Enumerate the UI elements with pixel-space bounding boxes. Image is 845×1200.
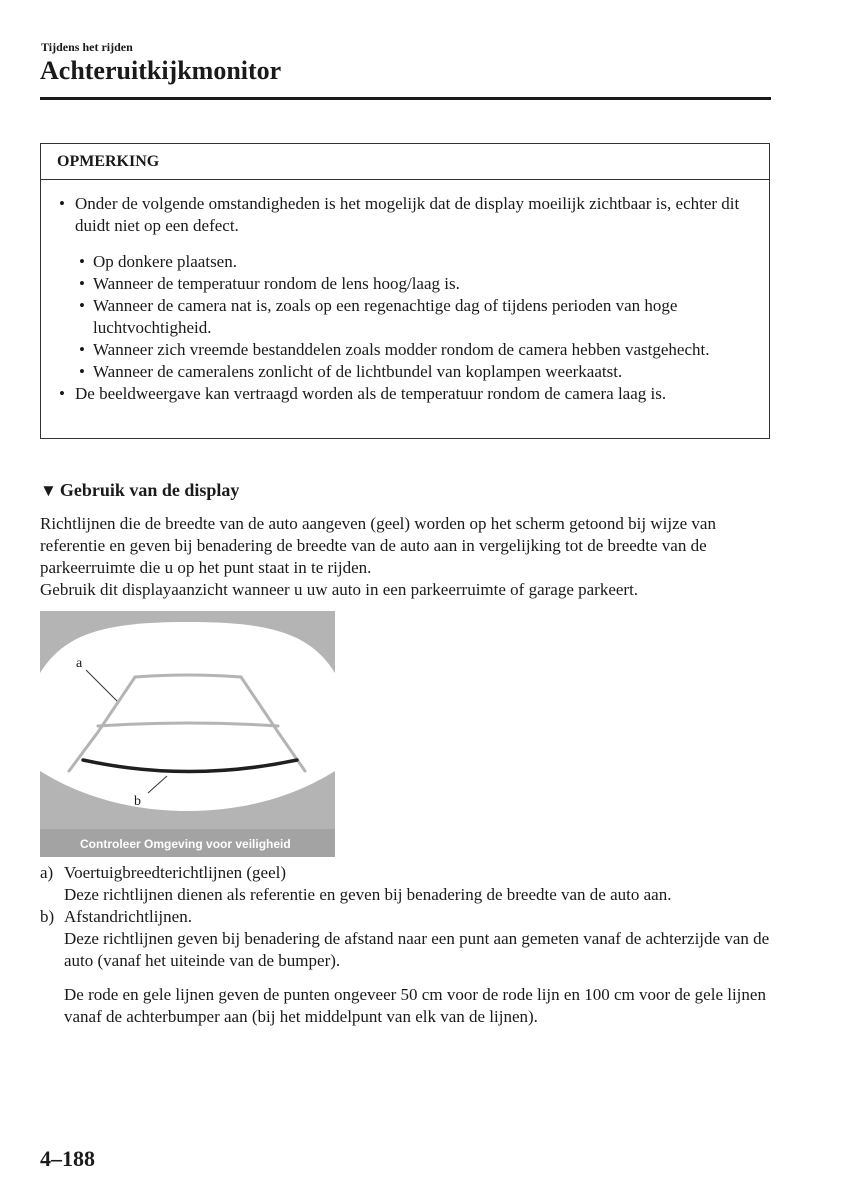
legend-a-description: Deze richtlijnen dienen als referentie en geven bij benadering de breedte van de auto aan. [64, 885, 672, 904]
legend-b-title: Afstandrichtlijnen. [64, 907, 192, 926]
note-bullet-1-text: Onder de volgende omstandigheden is het mogelijk dat de display moeilijk zichtbaar is, echter dit duidt niet op een defect. [75, 194, 740, 235]
note-sub-item [75, 339, 759, 361]
section-heading-text: Gebruik van de display [59, 480, 240, 500]
title-rule [40, 97, 771, 100]
paragraph-usage: Gebruik dit displayaanzicht wanneer u uw auto in een parkeerruimte of garage parkeert. [40, 580, 639, 599]
section-heading [40, 480, 239, 501]
note-box [40, 143, 770, 439]
rear-view-display-figure [40, 611, 335, 857]
bullet-icon: • [59, 194, 65, 213]
note-heading: OPMERKING [41, 144, 769, 180]
page-number: 4–188 [40, 1146, 95, 1171]
legend-item-a [40, 862, 780, 906]
note-sub-item-text: Wanneer de cameralens zonlicht of de lichtbundel van koplampen weerkaatst. [93, 362, 623, 381]
note-bullet-2-text: De beeldweergave kan vertraagd worden als de temperatuur rondom de camera laag is. [75, 384, 667, 403]
bullet-icon: • [79, 340, 85, 359]
note-sub-item [75, 251, 759, 273]
legend-key-a: a) [40, 863, 54, 882]
bullet-icon: • [59, 384, 65, 403]
paragraph-guidelines: Richtlijnen die de breedte van de auto aangeven (geel) worden op het scherm getoond bij wijze van referentie en geven bij benadering de breedte van de auto aan in vergelijking tot de breedte van de parkeerruimte die u op het punt staat in te rijden. [40, 514, 716, 577]
note-bullet-1 [55, 193, 759, 237]
display-view-area [40, 622, 335, 811]
note-sub-item-text: Wanneer de temperatuur rondom de lens hoog/laag is. [93, 274, 460, 293]
page-title: Achteruitkijkmonitor [40, 56, 282, 85]
legend-item-b [40, 906, 780, 972]
note-sub-list [75, 251, 759, 383]
legend-key-b: b) [40, 907, 55, 926]
bullet-icon: • [79, 274, 85, 293]
note-sub-item [75, 361, 759, 383]
legend-a-title: Voertuigbreedterichtlijnen (geel) [64, 863, 287, 882]
closing-paragraph: De rode en gele lijnen geven de punten ongeveer 50 cm voor de rode lijn en 100 cm voor de gele lijnen vanaf de achterbumper aan (bij het middelpunt van elk van de lijnen). [64, 985, 766, 1026]
callout-b-label: b [134, 794, 141, 809]
display-caption: Controleer Omgeving voor veiligheid [80, 837, 291, 851]
note-sub-item-text: Op donkere plaatsen. [93, 252, 237, 271]
note-sub-item [75, 295, 759, 339]
section-label: Tijdens het rijden [41, 40, 133, 54]
legend-b-description: Deze richtlijnen geven bij benadering de afstand naar een punt aan gemeten vanaf de achterzijde van de auto (vanaf het uiteinde van de bumper). [64, 929, 770, 970]
callout-a-label: a [76, 656, 83, 671]
note-sub-item-text: Wanneer de camera nat is, zoals op een regenachtige dag of tijdens perioden van hoge luchtvochtigheid. [93, 296, 678, 337]
note-body [41, 180, 769, 405]
note-sub-item-text: Wanneer zich vreemde bestanddelen zoals modder rondom de camera hebben vastgehecht. [93, 340, 710, 359]
bullet-icon: • [79, 362, 85, 381]
note-sub-item [75, 273, 759, 295]
bullet-icon: • [79, 296, 85, 315]
triangle-down-icon: ▼ [40, 481, 57, 500]
bullet-icon: • [79, 252, 85, 271]
note-bullet-2 [55, 383, 759, 405]
